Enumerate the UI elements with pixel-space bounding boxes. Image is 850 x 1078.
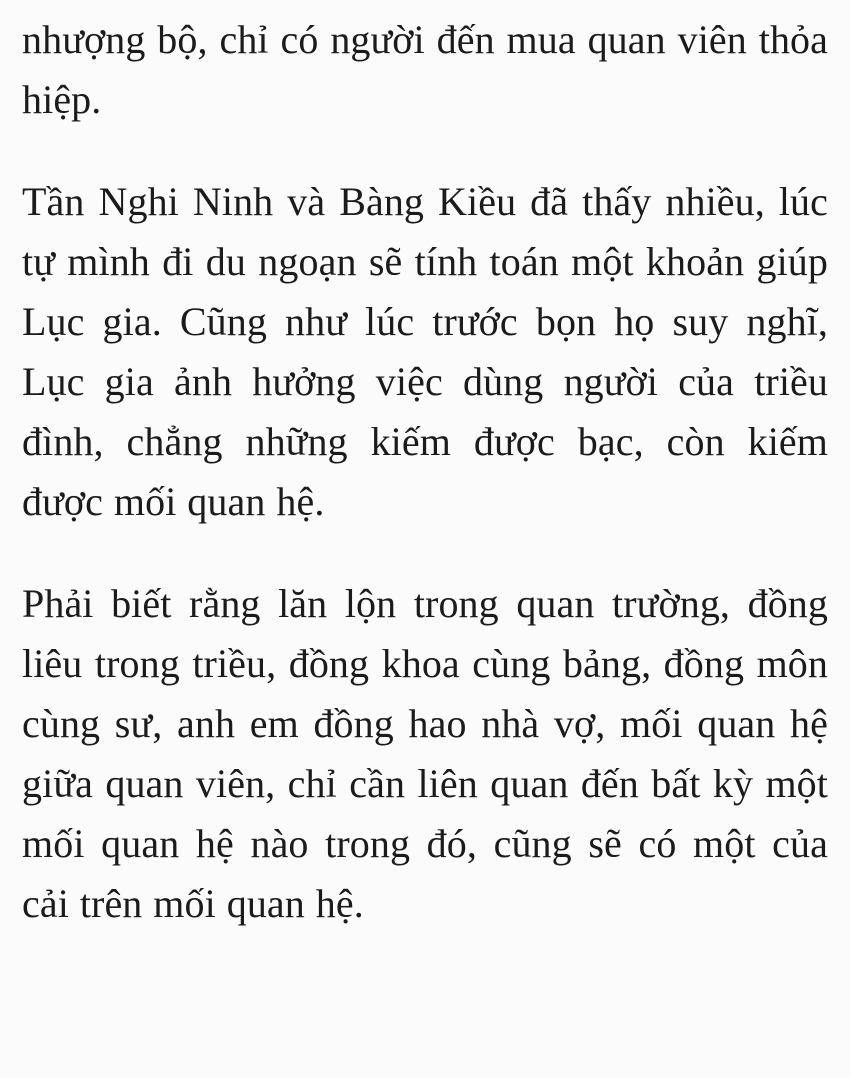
paragraph: nhượng bộ, chỉ có người đến mua quan viên thỏa hiệp. — [22, 17, 828, 122]
paragraph: Phải biết rằng lăn lộn trong quan trường, đồng liêu trong triều, đồng khoa cùng bảng, đồng môn cùng sư, anh em đồng hao nhà vợ, mối quan hệ giữa quan viên, chỉ cần liên quan đến bất kỳ một mối quan hệ nào trong đó, cũng sẽ có một của cải trên mối quan hệ. — [22, 581, 828, 926]
paragraph: Tần Nghi Ninh và Bàng Kiều đã thấy nhiều, lúc tự mình đi du ngoạn sẽ tính toán một khoản giúp Lục gia. Cũng như lúc trước bọn họ suy nghĩ, Lục gia ảnh hưởng việc dùng người của triều đình, chẳng những kiếm được bạc, còn kiếm được mối quan hệ. — [22, 179, 828, 524]
